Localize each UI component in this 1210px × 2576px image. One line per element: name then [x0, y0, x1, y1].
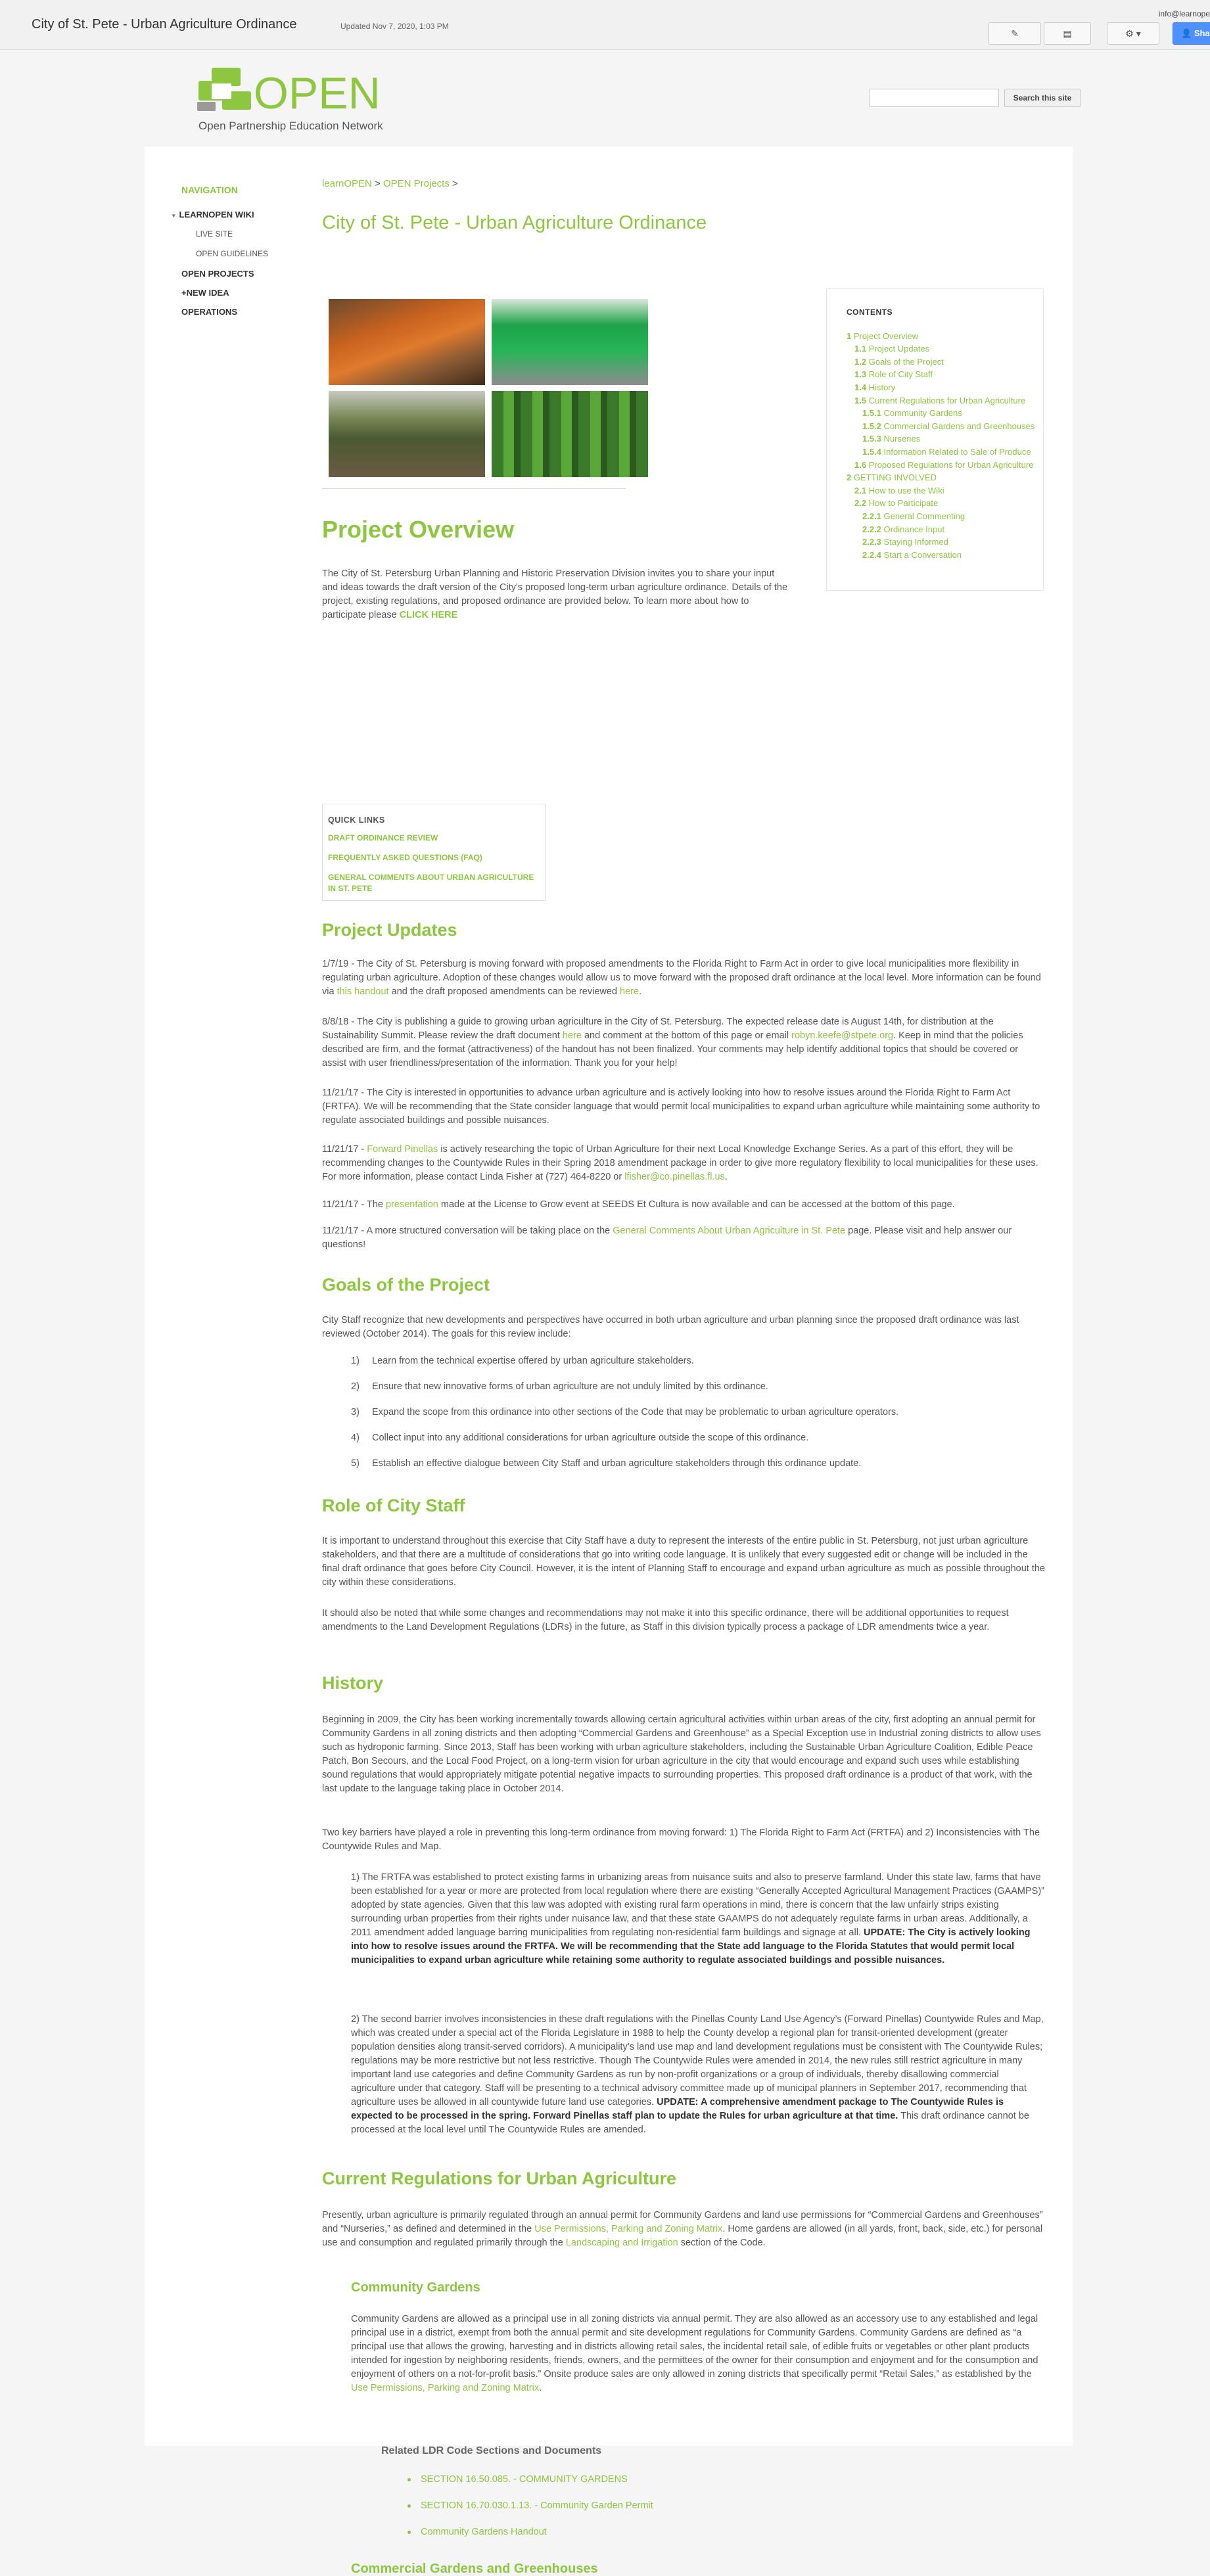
chevron-down-icon[interactable]: ▾ — [172, 212, 175, 219]
handout-link[interactable]: this handout — [337, 986, 389, 997]
toc-item-number: 1 — [847, 331, 852, 341]
toc-item-label[interactable]: Nurseries — [883, 434, 921, 444]
breadcrumb-learnopen[interactable]: learnOPEN — [322, 178, 372, 189]
toc-item-number: 2.2.2 — [862, 524, 881, 534]
breadcrumb — [322, 177, 458, 191]
current-regulations-text: Presently, urban agriculture is primarily regulated through an annual permit for Community Gardens and land use permissions for “Commercial Gardens and Greenhouses” and “Nurseries,” as defined and determined in the Use Permissions, Parking and Zoning Matrix. Home gardens are allowed (in all yards, front, back, side, etc.) for personal use and consumption and regulated primarily through the Landscaping and Irrigation section of the Code. — [322, 2210, 1043, 2248]
svg-text:Open Partnership Education Net: Open Partnership Education Network — [198, 120, 383, 132]
goal-item: 1) Learn from the technical expertise offered by urban agriculture stakeholders. — [351, 1356, 694, 1366]
update-3: 11/21/17 - The City is interested in opportunities to advance urban agriculture and is actively looking into how to resolve issues around the Florida Right to Farm Act (FRTFA). We will be recommending that the State consider language that would permit local municipalities to expand urban agriculture while maintaining some authority to regulate associated buildings and possible nuisances. — [322, 1088, 1040, 1126]
search-button[interactable]: Search this site — [1004, 89, 1081, 107]
goal-item: 4) Collect input into any additional considerations for urban agriculture outside the scope of this ordinance. — [351, 1433, 809, 1443]
toc-item-number: 1.2 — [854, 356, 867, 367]
heading-history: History — [322, 1673, 384, 1693]
toc-item-label[interactable]: Information Related to Sale of Produce — [883, 446, 1031, 457]
more-actions-button[interactable] — [1107, 22, 1159, 45]
toc-item[interactable] — [847, 471, 1023, 484]
user-email[interactable]: info@learnope — [1158, 9, 1210, 18]
heading-current-regulations: Current Regulations for Urban Agriculture — [322, 2169, 677, 2188]
toc-item-number: 1.5 — [854, 395, 867, 405]
toc-item-label[interactable]: History — [868, 382, 896, 392]
toc-item-number: 1.5.1 — [862, 408, 881, 419]
toc-item-label[interactable]: Staying Informed — [883, 537, 948, 547]
use-permissions-link[interactable]: Use Permissions, Parking and Zoning Matrix — [534, 2224, 723, 2234]
toc-item-label[interactable]: Commercial Gardens and Greenhouses — [883, 421, 1035, 431]
toc-item[interactable] — [847, 536, 1023, 549]
container-farm-photo — [492, 299, 648, 385]
barrier-2: 2) The second barrier involves inconsistencies in these draft regulations with the Pinellas County Land Use Agency’s (Forward Pinellas) Countywide Rules and Map, which was created under a special act of the Florida Legislature in 1988 to help the County develop a regional plan for transit-oriented development (greater population densities along transit-served corridors). A municipality’s land use map and land development regulations must be consistent with The Countywide Rules; regulations may be more restrictive but not less restrictive. Though The Countywide Rules were amended in 2014, the new rules still restrict agriculture in many important land use categories and define Community Gardens as run by non-profit organizations or a group of individuals, thereby disallowing commercial agriculture under that category. Staff will be presenting to a technical advisory committee made up of municipal planners in September 2017, recommending that agriculture uses be allowed in all countywide future land use categories. UPDATE: A comprehensive amendment package to The Countywide Rules is expected to be processed in the spring. Forward Pinellas staff plan to update the Rules for urban agriculture at that time. This draft ordinance cannot be processed at the local level until The Countywide Rules are amended. — [351, 2014, 1044, 2135]
ldr-sections-title: Related LDR Code Sections and Documents — [381, 2445, 602, 2456]
update-2: 8/8/18 - The City is publishing a guide to growing urban agriculture in the City of St. Petersburg. The expected release date is August 14th, for distribution at the Sustainability Summit. Please review the draft document here and comment at the bottom of this page or email robyn.keefe@stpete.org. Keep in mind that the policies described are firm, and the format (attractiveness) of the handout has not been finalized. Your comments may help identify additional topics that should be covered or assist with user friendliness/presentation of the information. Thank you for your help! — [322, 1017, 1023, 1069]
quick-links-box — [322, 804, 546, 901]
toc-item-number: 1.4 — [854, 382, 867, 392]
updated-timestamp: Updated Nov 7, 2020, 1:03 PM — [340, 22, 449, 31]
role-paragraph-2: It should also be noted that while some changes and recommendations may not make it into this specific ordinance, there will be additional opportunities to request amendments to the Land Development Regulations (LDRs) in the future, as Staff in this division typically process a package of LDR amendments twice a year. — [322, 1608, 1009, 1632]
person-icon: 👤 — [1181, 28, 1192, 38]
toc-item-number: 2.2.4 — [862, 549, 881, 560]
toc-item[interactable] — [847, 510, 1023, 523]
toc-item-number: 1.5.3 — [862, 434, 881, 444]
breadcrumb-separator: > — [452, 178, 458, 189]
forward-pinellas-link[interactable]: Forward Pinellas — [367, 1144, 438, 1155]
sidebar-heading: NAVIGATION — [181, 185, 238, 195]
svg-text:OPEN: OPEN — [254, 68, 381, 118]
toc-item[interactable] — [847, 356, 1023, 369]
toc-item-label[interactable]: GETTING INVOLVED — [853, 472, 937, 483]
toc-item-number: 1.5.2 — [862, 421, 881, 431]
toc-item-label[interactable]: Start a Conversation — [883, 549, 962, 560]
toc-item-label[interactable]: Project Updates — [868, 344, 930, 354]
photo-collage — [329, 299, 618, 476]
table-of-contents — [826, 288, 1044, 591]
main-panel — [145, 147, 1073, 2576]
toc-item-number: 1.5.4 — [862, 446, 881, 457]
site-logo[interactable] — [195, 64, 392, 139]
toc-item[interactable] — [847, 381, 1023, 394]
new-page-button[interactable] — [1044, 22, 1091, 45]
barrier-1: 1) The FRTFA was established to protect existing farms in urbanizing areas from nuisance suits and also to preserve farmland. Under this state law, farms that have been established for a year or more are protected from local regulation where there are existing “Generally Accepted Agricultural Management Practices (GAAMPS)” adopted by state agencies. Given that this law was adopted with existing rural farm operations in mind, there is concern that the law unfairly strips existing surrounding urban properties from their rights under nuisance law, and that these state GAAMPS do not adequately regulate farms in urban areas. Additionally, a 2011 amendment added language barring municipalities from regulating non-residential farm buildings and signage at all. UPDATE: The City is actively looking into how to resolve issues around the FRTFA. We will be recommending that the State add language to the Florida Statutes that would permit local municipalities to expand urban agriculture while retaining some authority to regulate associated buildings and possible nuisances. — [351, 1872, 1044, 1966]
toc-item-label[interactable]: Goals of the Project — [868, 356, 944, 367]
use-permissions-link[interactable]: Use Permissions, Parking and Zoning Matrix — [351, 2383, 540, 2393]
toc-item[interactable] — [847, 446, 1031, 459]
toc-item[interactable] — [847, 549, 1023, 562]
edit-button[interactable] — [989, 22, 1041, 45]
sidebar-item-learnopen-wiki[interactable]: ▾ LEARNOPEN WIKI — [172, 210, 254, 219]
raised-beds-photo — [329, 391, 485, 477]
site-title[interactable]: City of St. Pete - Urban Agriculture Ordinance — [32, 17, 297, 32]
toc-item[interactable] — [847, 394, 1026, 407]
heading-community-gardens: Community Gardens — [351, 2280, 480, 2295]
toc-item-label[interactable]: Community Gardens — [883, 408, 962, 419]
toc-item-label[interactable]: How to Participate — [868, 498, 939, 509]
update-5: 11/21/17 - The presentation made at the License to Grow event at SEEDS Et Cultura is now available and can be accessed at the bottom of this page. — [322, 1199, 955, 1210]
toc-item[interactable] — [847, 484, 1023, 497]
heading-commercial-gardens: Commercial Gardens and Greenhouses — [351, 2562, 598, 2576]
quick-link-faq[interactable]: FREQUENTLY ASKED QUESTIONS (FAQ) — [328, 853, 482, 862]
search-input[interactable] — [870, 89, 999, 107]
pencil-icon: ✎ — [1011, 28, 1019, 39]
toc-item[interactable] — [847, 432, 1023, 446]
vertical-farm-photo — [492, 391, 648, 477]
toc-item-number: 1.6 — [854, 459, 867, 470]
community-gardens-text: Community Gardens are allowed as a principal use in all zoning districts via annual permit. They are also allowed as an accessory use to any established and legal principal use in a district, exempt from both the annual permit and site development regulations for Community Gardens. Community Gardens are defined as “a principal use that allows the growing, harvesting and in districts allowing retail sales, the incidental retail sale, of edible fruits or vegetables or other plant products intended for ingestion by neighboring residents, friends, owners, and the permittees of the owner for their consumption and enjoyment and for the consumption and enjoyment of others on a not-for-profit basis.” Onsite produce sales are only allowed in zoning districts that specifically permit “Retail Sales,” as established by the Use Permissions, Parking and Zoning Matrix. — [351, 2314, 1038, 2393]
gear-icon: ⚙ ▾ — [1125, 28, 1141, 39]
email-link[interactable]: robyn.keefe@stpete.org — [791, 1030, 894, 1041]
quick-links-title: QUICK LINKS — [328, 816, 385, 825]
presentation-link[interactable]: presentation — [386, 1199, 438, 1210]
update-1: 1/7/19 - The City of St. Petersburg is moving forward with proposed amendments to the Florida Right to Farm Act in order to give local municipalities more flexibility in regulating urban agriculture. Adoption of these changes would allow us to move forward with the proposed draft ordinance at the local level. More information can be found via this handout and the draft proposed amendments can be reviewed here. — [322, 959, 1041, 997]
toc-item-label[interactable]: Proposed Regulations for Urban Agriculture — [868, 459, 1034, 470]
heading-role-of-city-staff: Role of City Staff — [322, 1496, 465, 1515]
history-paragraph-2: Two key barriers have played a role in preventing this long-term ordinance from moving forward: 1) The Florida Right to Farm Act (FRTFA) and 2) Inconsistencies with The Countywide Rules and Map. — [322, 1828, 1040, 1852]
heading-goals: Goals of the Project — [322, 1275, 490, 1295]
breadcrumb-open-projects[interactable]: OPEN Projects — [383, 178, 450, 189]
draft-document-link[interactable]: here — [562, 1030, 582, 1041]
toc-item-number: 2.2 — [854, 498, 867, 509]
site-header — [0, 51, 1210, 147]
toc-item-label[interactable]: Current Regulations for Urban Agriculture — [868, 395, 1026, 405]
page-icon: ▤ — [1063, 28, 1072, 39]
toc-item-number: 2.2.3 — [862, 537, 881, 547]
page-title: City of St. Pete - Urban Agriculture Ordinance — [322, 212, 707, 233]
toc-item[interactable] — [847, 368, 1023, 381]
goals-intro: City Staff recognize that new developments and perspectives have occurred in both urban agriculture and urban planning since the proposed draft ordinance was last reviewed (October 2014). The goals for this review include: — [322, 1315, 1019, 1339]
lfisher-email-link[interactable]: lfisher@co.pinellas.fl.us — [624, 1172, 725, 1182]
heading-project-updates: Project Updates — [322, 920, 457, 940]
history-paragraph-1: Beginning in 2009, the City has been working incrementally towards allowing certain agricultural activities within urban areas of the city, first adopting an annual permit for Community Gardens in all zoning districts and then adopting “Commercial Gardens and Greenhouse” as a Special Exception use in Industrial zoning districts to allow uses such as hydroponic farming. Since 2013, Staff has been working with urban agriculture stakeholders, including the Sustainable Urban Agriculture Coalition, Edible Peace Patch, Bon Secours, and the Local Food Project, on a long-term vision for urban agriculture in the city that would encourage and expand such uses while establishing sound regulations that would appropriately mitigate potential negative impacts to surrounding properties. This proposed draft ordinance is a product of that work, with the last update to the language taking place in October 2014. — [322, 1714, 1041, 1794]
toc-item[interactable] — [847, 459, 1034, 472]
toc-item[interactable] — [847, 420, 1035, 433]
role-paragraph-1: It is important to understand throughout this exercise that City Staff have a duty to represent the interests of the entire public in St. Petersburg, not just urban agriculture stakeholders, and that there are a multitude of considerations that go into writing code language. It is unlikely that every suggested edit or change will be included in the final draft ordinance that goes before City Council. However, it is the intent of Planning Staff to encourage and expand urban agriculture as much as possible throughout the city within these considerations. — [322, 1536, 1045, 1588]
toc-item-number: 2.1 — [854, 485, 867, 495]
toc-item[interactable] — [847, 407, 1023, 420]
toc-item-label[interactable]: Project Overview — [853, 331, 919, 341]
goal-item: 2) Ensure that new innovative forms of urban agriculture are not unduly limited by this ordinance. — [351, 1381, 768, 1392]
general-comments-link[interactable]: General Comments About Urban Agriculture in St. Pete — [613, 1226, 846, 1236]
sidebar-item-operations[interactable]: OPERATIONS — [181, 307, 237, 317]
quick-link-draft-ordinance[interactable]: DRAFT ORDINANCE REVIEW — [328, 833, 438, 842]
toc-item[interactable] — [847, 523, 1023, 536]
goal-item: 5) Establish an effective dialogue between City Staff and urban agriculture stakeholders through this ordinance update. — [351, 1458, 862, 1469]
toc-title: CONTENTS — [847, 308, 893, 317]
breadcrumb-separator: > — [375, 178, 381, 189]
click-here-link[interactable]: CLICK HERE — [399, 610, 458, 620]
update-6: 11/21/17 - A more structured conversation will be taking place on the General Comments About Urban Agriculture in St. Pete page. Please visit and help answer our questions! — [322, 1226, 1012, 1250]
share-button[interactable]: 👤 Sha — [1173, 22, 1210, 45]
toc-item[interactable] — [847, 342, 1023, 356]
overview-text: The City of St. Petersburg Urban Planning and Historic Preservation Division invites you to share your input and ideas towards the draft version of the City's proposed long-term urban agriculture ordinance. Details of the project, existing regulations, and proposed ordinance are provided below. To learn more about how to participate please CLICK HERE — [322, 568, 788, 620]
update-4: 11/21/17 - Forward Pinellas is actively researching the topic of Urban Agriculture for their next Local Knowledge Exchange Series. As a part of this effort, they will be recommending changes to the Countywide Rules in their Spring 2018 amendment package in order to give more regulatory flexibility to local municipalities for these uses. For more information, please contact Linda Fisher at (727) 464-8220 or lfisher@co.pinellas.fl.us. — [322, 1144, 1038, 1182]
toc-item-number: 1.3 — [854, 369, 867, 380]
sidebar-item-live-site[interactable]: LIVE SITE — [196, 229, 233, 239]
toc-item-label[interactable]: How to use the Wiki — [868, 485, 944, 495]
toc-item-label[interactable]: Ordinance Input — [883, 524, 945, 534]
ldr-link-handout[interactable]: Community Gardens Handout — [421, 2525, 547, 2539]
sidebar-item-new-idea[interactable]: +NEW IDEA — [181, 288, 229, 298]
landscaping-link[interactable]: Landscaping and Irrigation — [565, 2238, 678, 2248]
divider — [322, 488, 626, 489]
toc-item-number: 2 — [847, 472, 852, 483]
heading-project-overview: Project Overview — [322, 516, 515, 543]
ldr-link-community-garden-permit[interactable]: SECTION 16.70.030.1.13. - Community Garden Permit — [421, 2499, 653, 2513]
sidebar-item-open-guidelines[interactable]: OPEN GUIDELINES — [196, 249, 269, 258]
quick-link-general-comments[interactable]: GENERAL COMMENTS ABOUT URBAN AGRICULTURE IN ST. PETE — [328, 873, 534, 893]
ldr-link-community-gardens[interactable]: SECTION 16.50.085. - COMMUNITY GARDENS — [421, 2473, 628, 2487]
goal-item: 3) Expand the scope from this ordinance into other sections of the Code that may be problematic to urban agriculture operators. — [351, 1407, 899, 1417]
toc-item-number: 2.2.1 — [862, 511, 881, 521]
toc-item-label[interactable]: Role of City Staff — [868, 369, 933, 380]
toc-item-label[interactable]: General Commenting — [883, 511, 966, 521]
toc-item[interactable] — [847, 330, 1023, 343]
amendments-link[interactable]: here — [620, 986, 640, 997]
top-bar — [0, 0, 1210, 50]
toc-item-number: 1.1 — [854, 344, 867, 354]
toc-item[interactable] — [847, 497, 1023, 510]
sidebar-item-open-projects[interactable]: OPEN PROJECTS — [181, 269, 254, 279]
carrots-photo — [329, 299, 485, 385]
